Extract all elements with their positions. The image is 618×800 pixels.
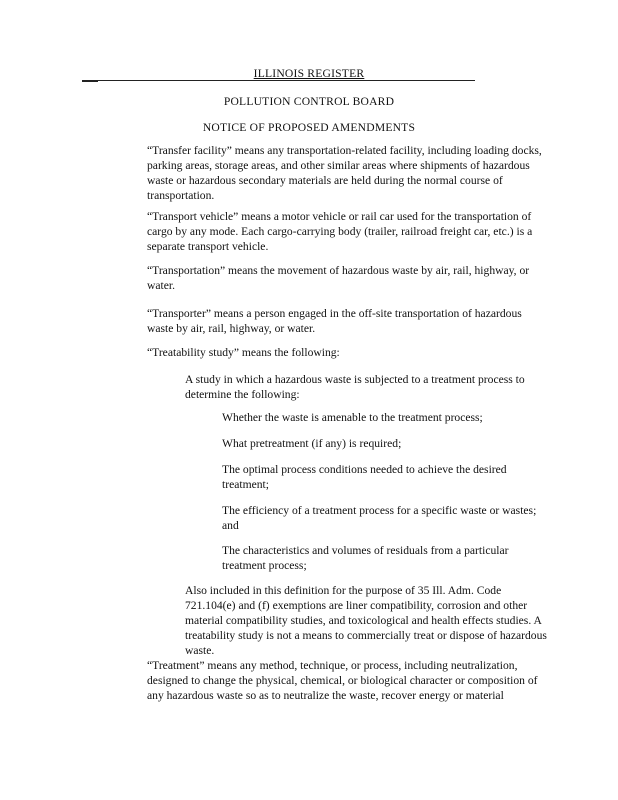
list-item: The characteristics and volumes of residuals from a particular treatment process;: [222, 544, 509, 572]
also-included: Also included in this definition for the purpose of 35 Ill. Adm. Code 721.104(e) and (f) exemptions are liner compatibility, corrosion and other material compatibility studies, and toxicological and health effects studies. A treatability study is not a means to commercially treat or dispose of hazardous waste.: [185, 584, 547, 657]
list-item: The optimal process conditions needed to achieve the desired treatment;: [222, 463, 507, 491]
definition-treatability-study: “Treatability study” means the following:: [147, 346, 340, 359]
notice-title: NOTICE OF PROPOSED AMENDMENTS: [202, 121, 416, 134]
definition-transfer-facility: “Transfer facility” means any transportation-related facility, including loading docks, parking areas, storage areas, and other similar areas where shipments of hazardous waste or hazardous secondary materials are held during the normal course of transportation.: [147, 144, 542, 202]
board-title: POLLUTION CONTROL BOARD: [223, 95, 395, 108]
definition-transport-vehicle: “Transport vehicle” means a motor vehicle or rail car used for the transportation of cargo by any mode. Each cargo-carrying body (trailer, railroad freight car, etc.) is a separate transport vehicle.: [147, 210, 533, 253]
definition-treatment: “Treatment” means any method, technique, or process, including neutralization, designed to change the physical, chemical, or biological character or composition of any hazardous waste so as to neutralize the waste, recover energy or material: [147, 659, 538, 702]
header-rule-mark: [82, 80, 98, 82]
list-item: Whether the waste is amenable to the treatment process;: [222, 411, 483, 424]
list-item: The efficiency of a treatment process for a specific waste or wastes; and: [222, 504, 537, 532]
list-item: What pretreatment (if any) is required;: [222, 437, 402, 450]
study-intro: A study in which a hazardous waste is subjected to a treatment process to determine the following:: [185, 373, 525, 401]
header-rule: [85, 80, 475, 81]
definition-transportation: “Transportation” means the movement of hazardous waste by air, rail, highway, or water.: [147, 264, 530, 292]
register-title: ILLINOIS REGISTER: [253, 67, 365, 80]
definition-transporter: “Transporter” means a person engaged in the off-site transportation of hazardous waste by air, rail, highway, or water.: [147, 307, 522, 335]
